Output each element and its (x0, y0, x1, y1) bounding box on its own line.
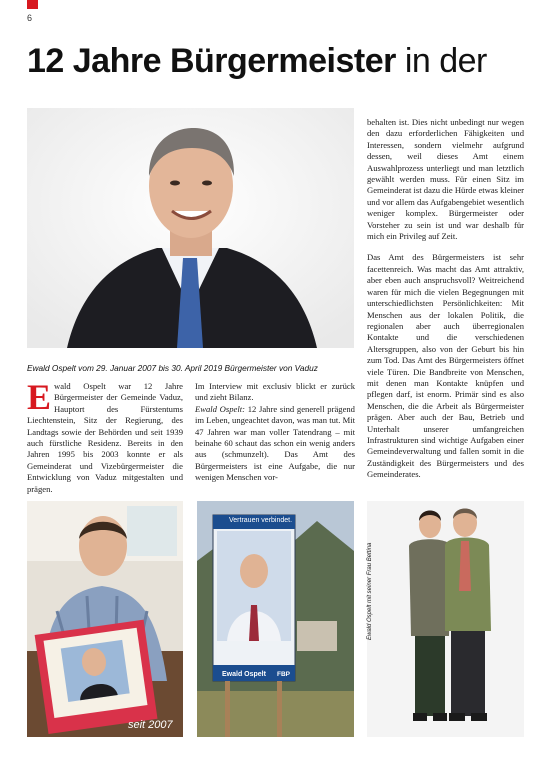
headline-bold: 12 Jahre Bürgermeister (27, 42, 396, 80)
poster-photo (197, 501, 354, 737)
couple-caption: Ewald Ospelt mit seiner Frau Bettina (367, 542, 373, 640)
dropcap: E (27, 377, 52, 417)
cake-label: seit 2007 (128, 719, 173, 731)
poster-slogan: Vertrauen verbindet. (229, 517, 293, 524)
article-column-1 (27, 377, 183, 505)
headline-light: in der (395, 42, 487, 80)
interview-intro: Im Interview mit exclusiv blickt er zurück und zieht Bilanz. (195, 381, 355, 403)
portrait-photo (27, 108, 354, 348)
headline (27, 42, 487, 81)
cake-photo (27, 501, 183, 737)
column-1-text: wald Ospelt war 12 Jahre Bürgermeister der Gemeinde Vaduz, Hauptort des Fürstentums Liechtenstein, Sitz der Regierung, des Landtags sowie der Behörden und seit 1939 auch fürstliche Residenz. Bereits in den Jahren 1995 bis 2003 konnte er als Gemeinderat und Vizebürgermeister die Entwicklung von Vaduz mitgestalten und prägen. (27, 381, 183, 494)
column-3-paragraph-2: Das Amt des Bürgermeisters ist sehr facettenreich. Was macht das Amt attraktiv, aber eben auch anspruchsvoll? Weitreichend waren für mich die vielen Begegnungen mit unterschiedlichsten Persönlichkeiten: Mit Menschen aus der lokalen Politik, die regionalen aber auch überregionalen Kontakte und die verschiedenen Altersgruppen, also von der Geburt bis hin zum Tod. Das Amt des Bürgermeisters öffnet viele Türen. Die Bandbreite von Menschen, mit denen man Kontakte knüpfen und pflegen darf, ist enorm. Primär sind es also Menschen, die die Arbeit als Bürgermeister prägen. Aber auch der Bau, Betrieb und Unterhalt unserer umfangreichen Infrastrukturen sind wichtige Aufgaben einer Gemeindeverwaltung und fallen somit in die Zuständigkeit des Bürgermeisters und des Gemeinderates. (367, 252, 524, 480)
interview-speaker: Ewald Ospelt: (195, 403, 245, 414)
column-2-text: 12 Jahre sind generell prägend im Leben, ungeachtet davon, was man tut. Mit 47 Jahren war man voller Tatendrang – mit beinahe 60 schaut das schon ein wenig anders aus (schmunzelt). Das Amt des Bürgermeisters ist eine Aufgabe, die nur wenigen Menschen vor- (195, 403, 355, 483)
portrait-caption: Ewald Ospelt vom 29. Januar 2007 bis 30. April 2019 Bürgermeister von Vaduz (27, 363, 318, 373)
couple-photo (367, 501, 524, 737)
poster-name: Ewald Ospelt (222, 671, 266, 678)
article-column-2 (195, 381, 355, 484)
page-number: 6 (27, 13, 33, 23)
page-marker (27, 0, 38, 9)
article-column-3 (367, 117, 524, 491)
column-3-paragraph-1: behalten ist. Dies nicht unbedingt nur wegen den dazu erforderlichen Fähigkeiten und Interessen, sondern vielmehr aufgrund dessen, weil dieses Amt einem Auswahlprozess unterliegt und man letztlich gewählt werden muss. Für einen Sitz im Gemeinderat ist dazu die Hürde etwas kleiner und vor allem das Aufgabengebiet wesentlich weniger komplex. Bürgermeister oder Vorsteher zu sein ist und war deshalb für mich ein Privileg auf Zeit. (367, 117, 525, 242)
poster-party-badge: FBP (277, 671, 290, 678)
